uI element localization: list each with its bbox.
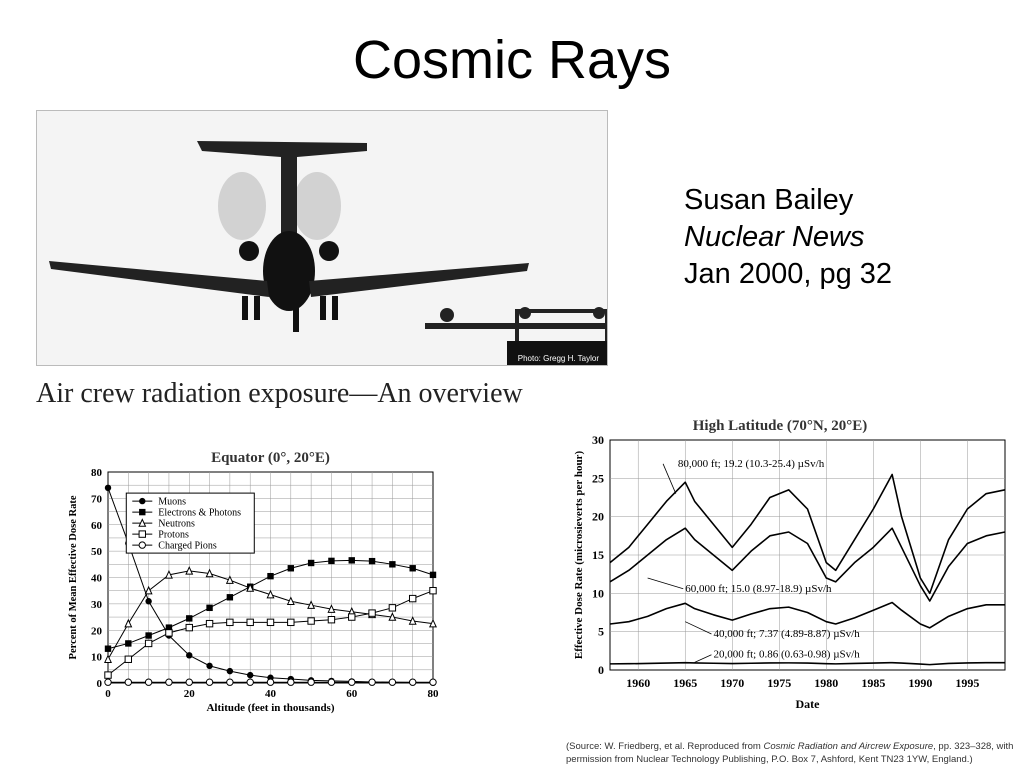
source-note [566,740,1018,766]
equator-x-tick-label: 20 [183,688,195,700]
equator-data-point [105,672,111,678]
equator-data-point [430,679,436,685]
equator-data-point [125,640,131,646]
equator-data-point [186,624,192,630]
equator-y-tick-label: 70 [91,493,102,506]
equator-x-tick-label: 40 [265,688,276,700]
equator-y-tick-label: 0 [96,678,102,690]
equator-data-point [430,587,436,593]
equator-legend-marker [139,498,145,504]
slide-title: Cosmic Rays [352,30,672,90]
high-latitude-y-tick-label: 30 [592,433,604,447]
equator-data-point [389,679,395,685]
source-text-start: (Source: W. Friedberg, et al. Reproduced from [566,741,764,752]
equator-data-point [145,632,151,638]
high-latitude-x-tick-label: 1970 [720,676,745,690]
equator-y-tick-label: 40 [91,572,102,585]
equator-x-tick-label: 80 [427,688,439,700]
equator-data-point [105,646,111,652]
source-book-title: Cosmic Radiation and Aircrew Exposure [763,741,934,752]
equator-legend-marker [139,509,145,515]
citation-author: Susan Bailey [684,184,854,216]
equator-data-point [227,679,233,685]
high-latitude-x-tick-label: 1995 [955,676,980,690]
high-latitude-x-tick-label: 1975 [767,676,792,690]
equator-data-point [145,679,151,685]
equator-data-point [206,605,212,611]
equator-y-tick-label: 10 [91,651,102,664]
equator-data-point [389,605,395,611]
equator-data-point [288,565,294,571]
equator-x-tick-label: 0 [105,688,111,700]
high-latitude-x-tick-label: 1965 [673,676,698,690]
equator-data-point [206,663,212,669]
high-latitude-x-axis-label: Date [795,697,820,711]
citation-date: Jan 2000, pg 32 [684,258,893,290]
high-latitude-x-tick-label: 1985 [861,676,886,690]
equator-chart-title: Equator (0°, 20°E) [211,450,330,466]
equator-x-tick-label: 60 [346,688,358,700]
equator-data-point [105,679,111,685]
equator-data-point [328,617,334,623]
equator-data-point [247,619,253,625]
equator-data-point [409,595,415,601]
equator-data-point [166,630,172,636]
high-latitude-annotation-label: 20,000 ft; 0.86 (0.63-0.98) µSv/h [713,648,860,661]
high-latitude-y-tick-label: 0 [598,663,604,677]
equator-legend-label: Electrons & Photons [158,507,242,519]
equator-chart [60,442,450,727]
high-latitude-y-tick-label: 10 [592,586,604,601]
high-latitude-x-tick-label: 1980 [814,676,839,690]
equator-data-point [145,640,151,646]
high-latitude-annotation-label: 80,000 ft; 19.2 (10.3-25.4) µSv/h [677,457,825,470]
equator-data-point [125,656,131,662]
equator-data-point [349,679,355,685]
high-latitude-chart [566,412,1018,730]
equator-data-point [125,679,131,685]
high-latitude-y-tick-label: 25 [592,471,604,486]
equator-x-axis-label: Altitude (feet in thousands) [206,702,335,714]
equator-data-point [206,620,212,626]
equator-data-point [369,610,375,616]
equator-data-point [206,679,212,685]
photo-credit: Photo: Gregg H. Taylor [517,354,599,363]
equator-data-point [288,619,294,625]
equator-data-point [247,672,253,678]
equator-y-axis-label: Percent of Mean Effective Dose Rate [68,495,79,660]
equator-data-point [227,668,233,674]
equator-data-point [349,557,355,563]
equator-data-point [349,614,355,620]
equator-data-point [328,558,334,564]
equator-data-point [186,652,192,658]
equator-data-point [288,679,294,685]
airplane-silhouette-image [37,111,607,365]
high-latitude-y-tick-label: 15 [592,548,604,562]
equator-data-point [267,679,273,685]
equator-data-point [227,619,233,625]
citation-journal: Nuclear News [684,221,865,253]
equator-data-point [267,619,273,625]
equator-y-tick-label: 60 [91,519,102,532]
equator-data-point [186,679,192,685]
equator-data-point [308,618,314,624]
source-text-end: , pp. 323–328, with permission from Nuclear Technology Publishing, P.O. Box 7, Ashford, Kent TN23 1YW, England.) [566,741,1014,765]
equator-data-point [145,598,151,604]
equator-legend-label: Charged Pions [158,540,217,552]
equator-data-point [369,558,375,564]
equator-y-tick-label: 80 [91,467,102,479]
equator-data-point [308,560,314,566]
equator-data-point [389,561,395,567]
equator-y-tick-label: 20 [91,625,102,638]
equator-data-point [328,679,334,685]
equator-data-point [308,679,314,685]
high-latitude-annotation-label: 60,000 ft; 15.0 (8.97-18.9) µSv/h [685,582,832,595]
equator-legend-label: Protons [158,529,189,541]
equator-y-tick-label: 50 [91,546,102,559]
equator-legend-label: Neutrons [158,518,195,530]
equator-data-point [430,572,436,578]
citation [684,182,892,293]
overview-heading: Air crew radiation exposure—An overview [36,378,523,409]
high-latitude-x-tick-label: 1990 [908,676,933,690]
equator-data-point [186,615,192,621]
equator-data-point [247,679,253,685]
high-latitude-annotation-label: 40,000 ft; 7.37 (4.89-8.87) µSv/h [713,628,860,641]
high-latitude-x-tick-label: 1960 [626,676,651,690]
high-latitude-chart-title: High Latitude (70°N, 20°E) [692,418,868,434]
equator-data-point [369,679,375,685]
equator-data-point [166,679,172,685]
equator-legend-label: Muons [158,496,187,508]
airplane-photo [36,110,608,366]
equator-legend-marker [139,531,145,537]
equator-data-point [267,573,273,579]
equator-data-point [409,679,415,685]
equator-data-point [105,485,111,491]
high-latitude-y-axis-label: Effective Dose Rate (microsieverts per hour) [573,450,585,660]
equator-data-point [227,594,233,600]
equator-y-tick-label: 30 [91,598,102,611]
high-latitude-y-tick-label: 20 [592,509,604,524]
high-latitude-y-tick-label: 5 [598,624,604,639]
equator-data-point [409,565,415,571]
equator-legend-marker [139,542,145,548]
